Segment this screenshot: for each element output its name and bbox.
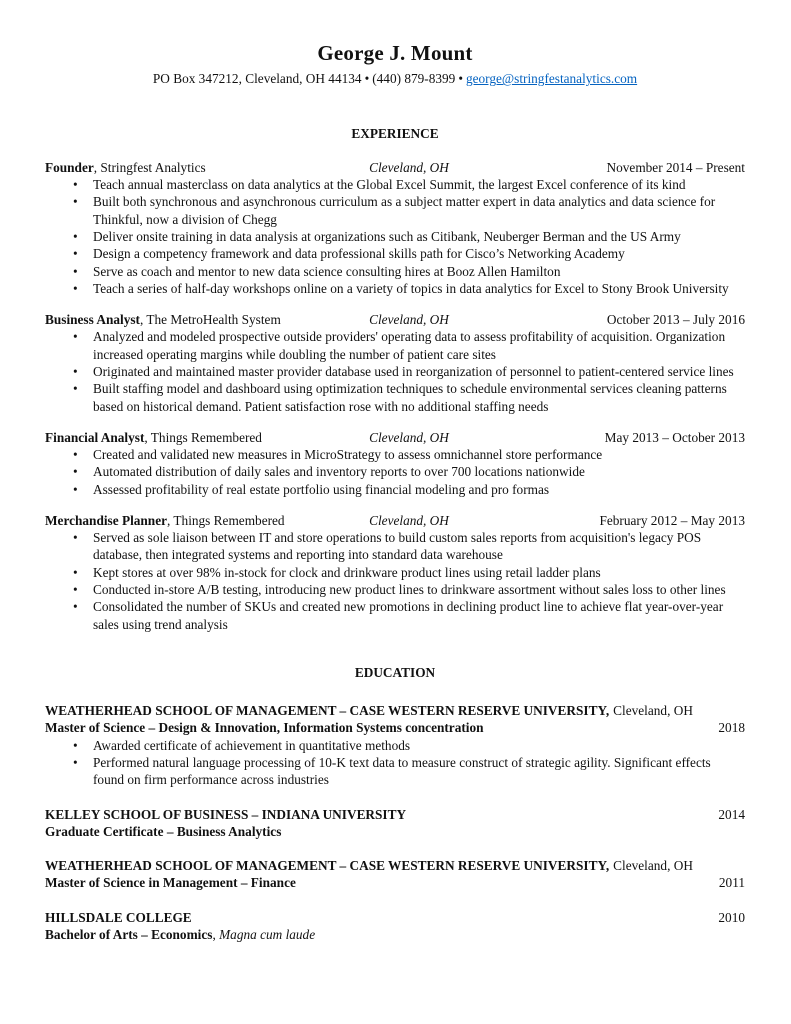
contact-phone: (440) 879-8399 [372, 71, 456, 87]
job-dates: November 2014 – Present [606, 159, 745, 175]
job-company: , Stringfest Analytics [93, 159, 206, 175]
contact-line [45, 70, 745, 87]
job-company: , Things Remembered [167, 512, 285, 528]
job-title: Founder [45, 159, 94, 175]
section-heading-education: EDUCATION [354, 664, 436, 680]
job-title-line [45, 429, 355, 446]
job-bullet: • Teach a series of half-day workshops online on a variety of topics in data analytics for Excel to Stony Brook University [72, 280, 745, 297]
job-bullet: • Served as sole liaison between IT and store operations to build custom sales reports from acquisition's legacy POS database, then integrated systems and reporting into standard data warehouse [72, 529, 745, 564]
job-bullet-list [72, 446, 745, 498]
job-bullet: • Consolidated the number of SKUs and created new promotions in declining product line to achieve flat year-over-year sales using trend analysis [72, 598, 745, 633]
job-location: Cleveland, OH [369, 512, 449, 528]
job-header [45, 429, 745, 446]
job-bullet: • Originated and maintained master provider database used in reorganization of personnel to patient-centered service lines [72, 363, 745, 380]
school-line [45, 702, 745, 719]
degree: Master of Science in Management – Finance [45, 875, 296, 891]
job-title-line [45, 512, 355, 529]
job-bullet: • Created and validated new measures in MicroStrategy to assess omnichannel store performance [72, 446, 745, 463]
school-name: WEATHERHEAD SCHOOL OF MANAGEMENT – CASE WESTERN RESERVE UNIVERSITY, [45, 703, 610, 719]
degree: Master of Science – Design & Innovation, Information Systems concentration [45, 720, 484, 736]
education-bullet-list [72, 737, 745, 789]
job-bullet: • Design a competency framework and data professional skills path for Cisco’s Networking Academy [72, 245, 745, 262]
job-dates: February 2012 – May 2013 [599, 512, 745, 528]
email-link[interactable]: george@stringfestanalytics.com [465, 71, 638, 87]
contact-address: PO Box 347212, Cleveland, OH 44134 [152, 71, 362, 87]
section-heading-experience: EXPERIENCE [351, 125, 439, 141]
job-company: , Things Remembered [144, 429, 262, 445]
graduation-year: 2018 [718, 720, 745, 736]
education-bullet: • Performed natural language processing of 10-K text data to measure construct of strategic agility. Significant effects found on firm performance across industries [72, 754, 745, 789]
school-name: KELLEY SCHOOL OF BUSINESS – INDIANA UNIVERSITY [45, 806, 407, 822]
job-location: Cleveland, OH [369, 429, 449, 445]
honors: Magna cum laude [219, 926, 316, 942]
job-title: Financial Analyst [45, 429, 145, 445]
job-entry-merchandise-planner [45, 512, 745, 633]
job-bullet: • Conducted in-store A/B testing, introducing new product lines to drinkware assortment without sales loss to other lines [72, 581, 745, 598]
job-header [45, 159, 745, 176]
school-name-line [45, 857, 693, 874]
degree-separator: , [212, 926, 220, 942]
graduation-year: 2011 [718, 875, 745, 891]
job-bullet: • Built staffing model and dashboard using optimization techniques to schedule environmental services cleaning patterns based on historical demand. Patient satisfaction rose with no additional staffing needs [72, 380, 745, 415]
job-bullet: • Assessed profitability of real estate portfolio using financial modeling and pro formas [72, 481, 745, 498]
education-entry-hillsdale [45, 909, 745, 944]
degree-line [45, 823, 745, 840]
job-bullet: • Serve as coach and mentor to new data science consulting hires at Booz Allen Hamilton [72, 263, 745, 280]
job-bullet-list [72, 328, 745, 414]
education-entry-kelley [45, 806, 745, 841]
job-entry-business-analyst [45, 311, 745, 415]
school-line [45, 909, 745, 926]
job-entry-financial-analyst [45, 429, 745, 498]
job-bullet: • Built both synchronous and asynchronous curriculum as a subject matter expert in data analytics and data science for Thinkful, now a division of Chegg [72, 193, 745, 228]
job-company: , The MetroHealth System [139, 312, 281, 328]
contact-separator-1: • [364, 71, 370, 87]
degree-with-honors [45, 926, 315, 943]
job-title: Business Analyst [45, 312, 140, 328]
candidate-name: George J. Mount [317, 41, 473, 65]
job-location: Cleveland, OH [369, 312, 449, 328]
graduation-year: 2014 [718, 806, 745, 822]
school-name-line [45, 702, 693, 719]
job-dates: May 2013 – October 2013 [604, 429, 745, 445]
contact-separator-2: • [458, 71, 463, 87]
job-entry-founder [45, 159, 745, 297]
job-dates: October 2013 – July 2016 [606, 312, 745, 328]
school-line [45, 857, 745, 874]
degree: Bachelor of Arts – Economics [45, 926, 213, 942]
job-bullet: • Kept stores at over 98% in-stock for clock and drinkware product lines using retail ladder plans [72, 564, 745, 581]
degree: Graduate Certificate – Business Analytics [45, 823, 282, 839]
job-title-line [45, 311, 355, 328]
job-header [45, 311, 745, 328]
job-bullet-list [72, 529, 745, 633]
education-bullet: • Awarded certificate of achievement in quantitative methods [72, 737, 745, 754]
school-line [45, 806, 745, 823]
school-name: WEATHERHEAD SCHOOL OF MANAGEMENT – CASE WESTERN RESERVE UNIVERSITY, [45, 858, 610, 874]
job-bullet: • Automated distribution of daily sales and inventory reports to over 700 locations nationwide [72, 463, 745, 480]
job-header [45, 512, 745, 529]
degree-line [45, 926, 745, 943]
school-location: Cleveland, OH [613, 703, 693, 719]
degree-line [45, 874, 745, 891]
job-location: Cleveland, OH [369, 159, 449, 175]
job-bullet: • Analyzed and modeled prospective outside providers' operating data to assess profitability of acquisition. Organization increased operating margins while doubling the number of patient care sites [72, 328, 745, 363]
school-name: HILLSDALE COLLEGE [45, 909, 192, 925]
job-bullet-list [72, 176, 745, 297]
job-bullet: • Teach annual masterclass on data analytics at the Global Excel Summit, the largest Excel conference of its kind [72, 176, 745, 193]
education-entry-weatherhead-2011 [45, 857, 745, 892]
job-bullet: • Deliver onsite training in data analysis at organizations such as Citibank, Neuberger Berman and the US Army [72, 228, 745, 245]
degree-line [45, 719, 745, 736]
school-location: Cleveland, OH [613, 858, 693, 874]
job-title-line [45, 159, 355, 176]
graduation-year: 2010 [718, 909, 745, 925]
education-entry-weatherhead-2018 [45, 702, 745, 788]
job-title: Merchandise Planner [45, 512, 168, 528]
